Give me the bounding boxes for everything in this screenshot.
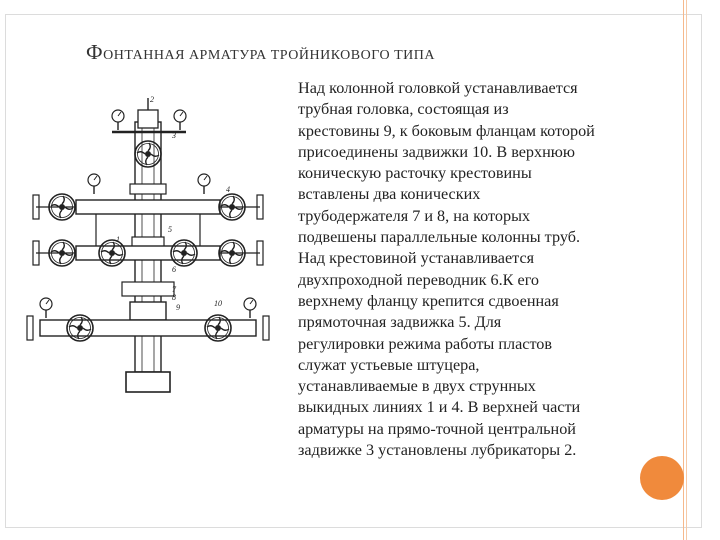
diagram-label-9: 9 xyxy=(176,303,180,312)
diagram-label-5: 5 xyxy=(168,225,172,234)
slide-title xyxy=(86,40,435,65)
diagram-label-8: 8 xyxy=(172,293,176,302)
body-line: регулировки режима работы пластов xyxy=(298,334,553,353)
body-line: Над колонной головкой устанавливается xyxy=(298,79,578,97)
diagram-label-1: 1 xyxy=(116,235,120,244)
body-line: Над крестовиной устанавливается xyxy=(298,249,535,268)
body-line: выкидных линиях 1 и 4. В верхней части xyxy=(298,398,581,417)
body-line: задвижке 3 установлены лубрикаторы 2. xyxy=(298,441,577,460)
wellhead-diagram xyxy=(22,92,272,394)
diagram-label-2: 2 xyxy=(150,95,154,104)
body-line: трубная головка, состоящая из xyxy=(298,100,509,119)
decorative-circle xyxy=(640,456,684,500)
diagram-label-10: 10 xyxy=(214,299,222,308)
body-line: вставлены два конических xyxy=(298,185,481,204)
decorative-line xyxy=(683,0,684,540)
diagram-label-3: 3 xyxy=(172,131,176,140)
title-rest: ОНТАННАЯ АРМАТУРА ТРОЙНИКОВОГО ТИПА xyxy=(103,48,435,63)
body-line: прямоточная задвижка 5. Для xyxy=(298,313,502,332)
body-line: двухпроходной переводник 6.К его xyxy=(298,270,540,289)
diagram-label-7: 7 xyxy=(172,285,176,294)
diagram-label-6: 6 xyxy=(172,265,176,274)
body-line: присоединены задвижки 10. В верхнюю xyxy=(298,142,575,161)
body-line: служат устьевые штуцера, xyxy=(298,355,480,374)
body-line: крестовины 9, к боковым фланцам которой xyxy=(298,121,595,140)
body-line: коническую расточку крестовины xyxy=(298,164,532,183)
diagram-label-4: 4 xyxy=(226,185,230,194)
body-line: верхнему фланцу крепится сдвоенная xyxy=(298,291,559,310)
body-line: подвешены параллельные колонны труб. xyxy=(298,228,580,247)
decorative-line-secondary xyxy=(686,0,687,540)
body-line: трубодержателя 7 и 8, на которых xyxy=(298,206,531,225)
body-line: устанавливаемые в двух струнных xyxy=(298,377,536,396)
body-text xyxy=(298,78,668,461)
body-line: арматуры на прямо-точной центральной xyxy=(298,419,576,438)
title-first-letter: Ф xyxy=(86,40,104,64)
